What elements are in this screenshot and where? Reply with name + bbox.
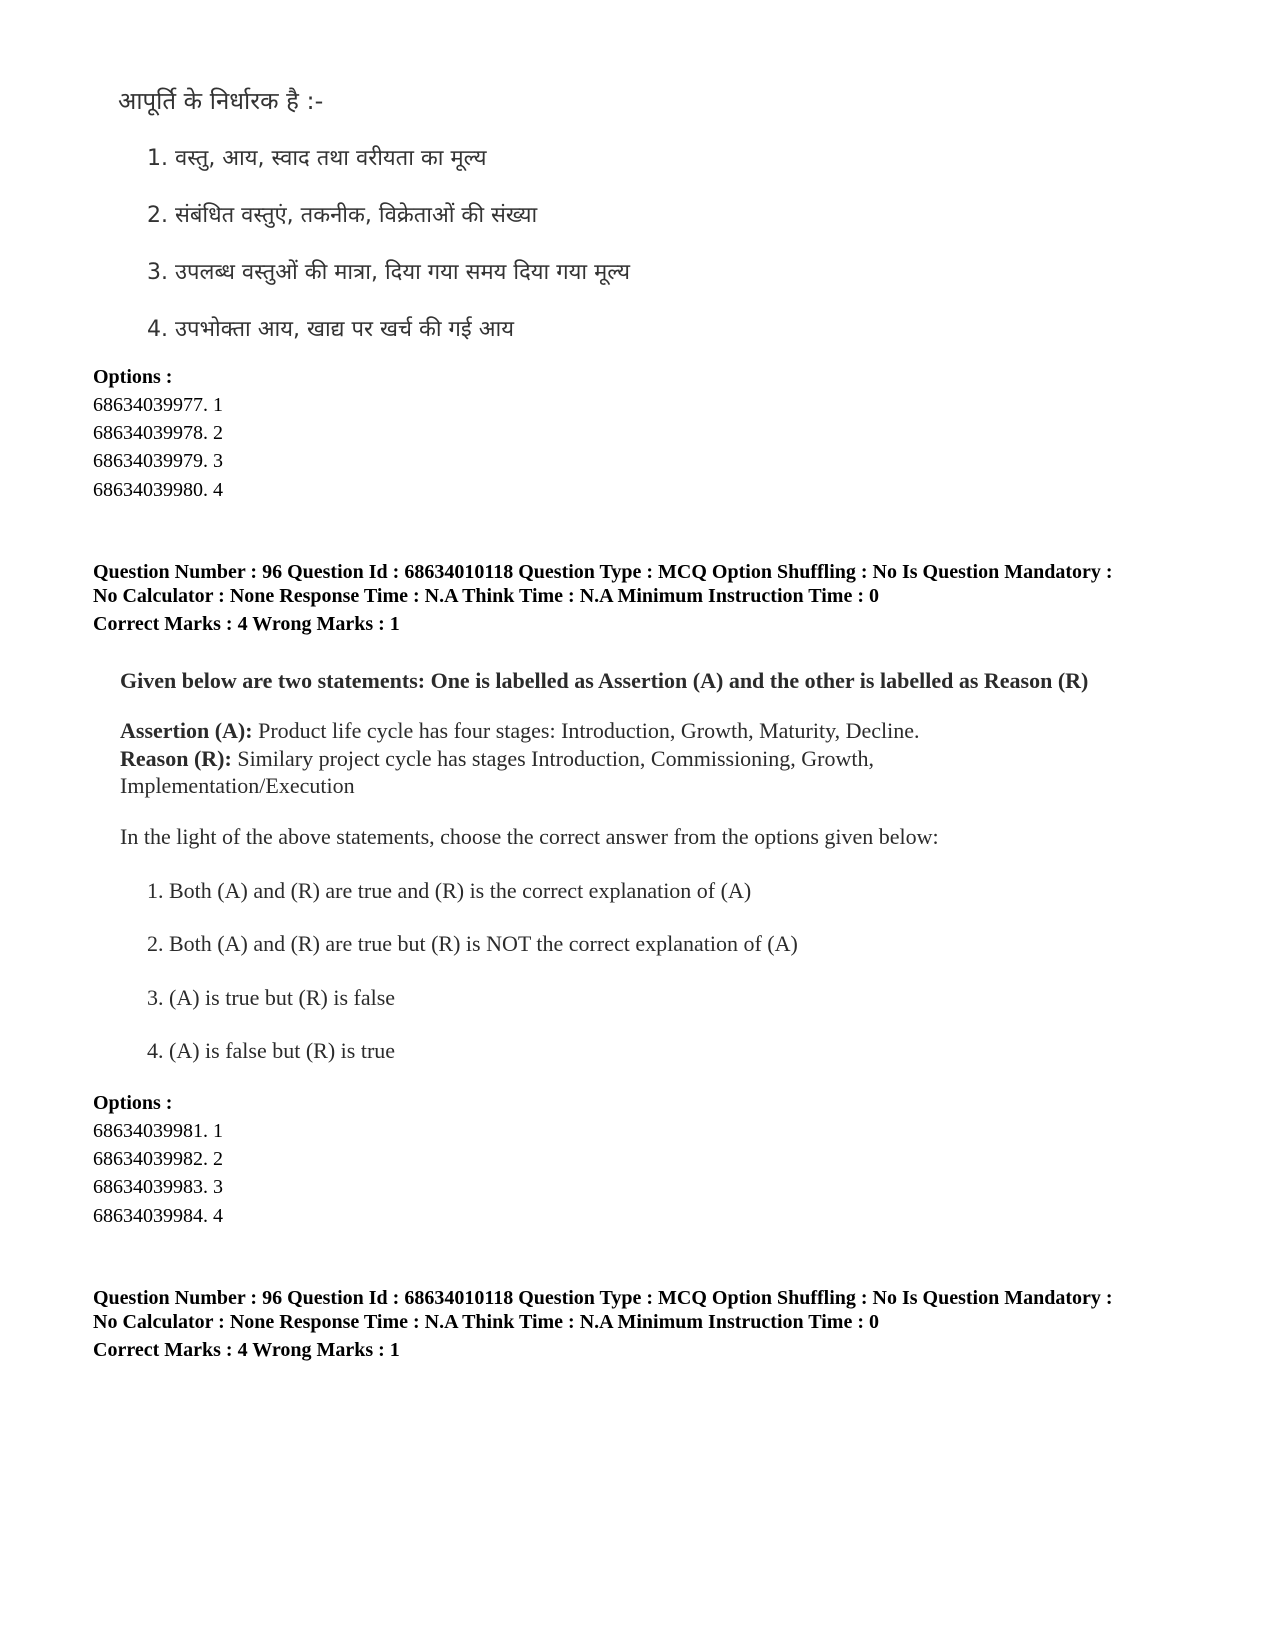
option-line: 68634039978. 2	[93, 422, 223, 444]
question-item-3: 3. उपलब्ध वस्तुओं की मात्रा, दिया गया समय दिया गया मूल्य	[147, 260, 631, 285]
reason-text: Similary project cycle has stages Introduction, Commissioning, Growth,	[231, 746, 875, 771]
option-line: 68634039982. 2	[93, 1148, 223, 1170]
assertion-label: Assertion (A):	[120, 718, 253, 743]
question-instruction: In the light of the above statements, choose the correct answer from the options given below:	[120, 824, 939, 849]
reason-text-continued: Implementation/Execution	[120, 773, 355, 798]
option-line: 68634039977. 1	[93, 394, 223, 416]
option-line: 68634039979. 3	[93, 450, 223, 472]
option-line: 68634039983. 3	[93, 1176, 223, 1198]
options-title: Options :	[93, 366, 173, 388]
marks-line: Correct Marks : 4 Wrong Marks : 1	[93, 1339, 400, 1361]
assertion-line	[120, 718, 920, 744]
question-heading: Given below are two statements: One is labelled as Assertion (A) and the other is labelled as Reason (R)	[120, 668, 1089, 693]
question-choice-4: 4. (A) is false but (R) is true	[147, 1038, 396, 1063]
marks-line: Correct Marks : 4 Wrong Marks : 1	[93, 613, 400, 635]
question-meta-line-1: Question Number : 96 Question Id : 68634010118 Question Type : MCQ Option Shuffling : No Is Question Mandatory :	[93, 1287, 1113, 1309]
question-choice-2: 2. Both (A) and (R) are true but (R) is NOT the correct explanation of (A)	[147, 931, 798, 956]
options-title: Options :	[93, 1092, 173, 1114]
question-meta-line-1: Question Number : 96 Question Id : 68634010118 Question Type : MCQ Option Shuffling : No Is Question Mandatory :	[93, 561, 1113, 583]
question-meta-line-2: No Calculator : None Response Time : N.A Think Time : N.A Minimum Instruction Time : 0	[93, 1311, 879, 1333]
question-choice-1: 1. Both (A) and (R) are true and (R) is the correct explanation of (A)	[147, 878, 752, 903]
option-line: 68634039980. 4	[93, 479, 223, 501]
reason-label: Reason (R):	[120, 746, 232, 771]
reason-line	[120, 746, 874, 772]
option-line: 68634039981. 1	[93, 1120, 223, 1142]
question-choice-3: 3. (A) is true but (R) is false	[147, 985, 396, 1010]
question-stem-hindi: आपूर्ति के निर्धारक है :-	[118, 87, 324, 115]
question-item-4: 4. उपभोक्ता आय, खाद्य पर खर्च की गई आय	[147, 317, 514, 342]
assertion-text: Product life cycle has four stages: Introduction, Growth, Maturity, Decline.	[252, 718, 920, 743]
question-item-1: 1. वस्तु, आय, स्वाद तथा वरीयता का मूल्य	[147, 146, 487, 171]
question-meta-line-2: No Calculator : None Response Time : N.A Think Time : N.A Minimum Instruction Time : 0	[93, 585, 879, 607]
question-item-2: 2. संबंधित वस्तुएं, तकनीक, विक्रेताओं की संख्या	[147, 203, 538, 228]
option-line: 68634039984. 4	[93, 1205, 223, 1227]
